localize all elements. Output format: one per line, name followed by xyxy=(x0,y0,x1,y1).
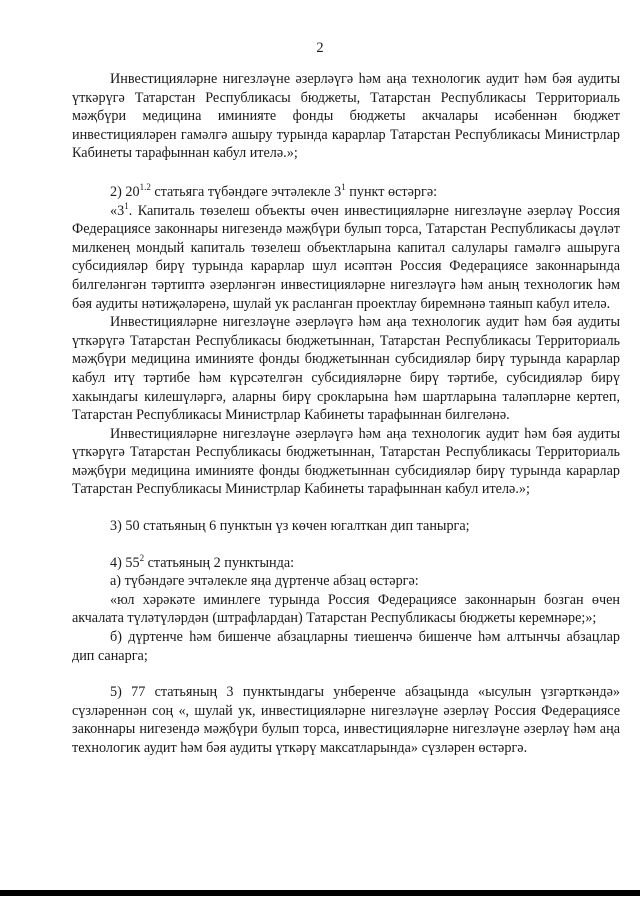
paragraph: Инвестицияләрне нигезләүне әзерләүгә һәм аңа технологик аудит һәм бәя аудиты үткәрүгә Татарстан Республикасы бюджетыннан, Татарстан Республикасы Территориаль мәҗбүри медицина иминияте фонды бюджетыннан субсидияләр бирү турында карарлар Татарстан Республикасы Министрлар Кабинеты тарафыннан кабул ителә.»; xyxy=(72,425,620,498)
superscript: 2 xyxy=(139,552,145,563)
list-item-2 xyxy=(72,183,620,202)
paragraph: Инвестицияләрне нигезләүне әзерләүгә һәм аңа технологик аудит һәм бәя аудиты үткәрүгә Татарстан Республикасы бюджеты, Татарстан Республикасы Территориаль мәҗбүри медицина иминияте фонды бюджеты акчалары исәбеннән бюджет инвестицияләрен гамәлгә ашыру турында карарлар Татарстан Республикасы Министрлар Кабинеты тарафыннан кабул ителә.»; xyxy=(72,71,620,162)
spacer xyxy=(72,536,620,554)
list-item-5: 5) 77 статьяның 3 пунктындагы унберенче абзацында «ысулын үзгәрткәндә» сүзләреннән соң «, шулай ук, инвестицияләрне нигезләүне әзерләү Россия Федерациясе законнары нигезендә мәҗбүри булып торса, инвестицияләрне нигезләүне әзерләү һәм аңа технологик аудит һәм бәя аудиты үткәрү максатларында» сүзләрен өстәргә. xyxy=(72,684,620,756)
text-run: 2) 20 xyxy=(110,183,140,200)
text-run: . Капиталь төзелеш объекты өчен инвестицияләрне нигезләүне әзерләү Россия Федерациясе законнары нигезендә мәҗбүри булып торса, Татарстан Республикасы дәүләт милкенең мондый капиталь төзелеш объектларына капитал салулары гамәлгә ашыруга субсидияләр бирү турында карарлар шул исәптән Россия Федерациясе законнарында билгеләнгән тәртиптә әзерләнгән инвестицияләрне нигезләүгә һәм аның технологик һәм бәя аудиты нәтиҗәләренә, шулай ук расланган проектлау биремнәнә таянып кабул ителә. xyxy=(72,202,620,312)
spacer xyxy=(72,665,620,683)
list-item-4 xyxy=(72,554,620,573)
superscript: 1 xyxy=(341,181,346,192)
sub-item-b: б) дүртенче һәм бишенче абзацларны тиешенчә бишенче һәм алтынчы абзацлар дип санарга; xyxy=(72,629,620,664)
text-run: статьяның 2 пунктында: xyxy=(144,554,295,571)
text-run: статьяга түбәндәге эчтәлекле 3 xyxy=(150,183,342,200)
list-item-3: 3) 50 статьяның 6 пунктын үз көчен югалткан дип танырга; xyxy=(110,518,470,535)
paragraph: Инвестицияләрне нигезләүне әзерләүгә һәм аңа технологик аудит һәм бәя аудиты үткәрүгә Татарстан Республикасы бюджетыннан, Татарстан Республикасы Территориаль мәҗбүри медицина иминияте фонды бюджетыннан субсидияләр бирү турында карарлар кабул итү тәртибе һәм күрсәтелгән субсидияләрне бирү тәртибе, субсидияләр бирү хакындагы килешүләргә, аларны бирү срокларына һәм шартларына таләпләрне кертеп, Татарстан Республикасы Министрлар Кабинеты тарафыннан билгеләнә. xyxy=(72,314,620,424)
spacer xyxy=(72,163,620,183)
document-body xyxy=(72,70,620,758)
text-run: 4) 55 xyxy=(110,554,140,571)
paragraph xyxy=(72,202,620,314)
sub-item-a: а) түбәндәге эчтәлекле яңа дүртенче абзац өстәргә: xyxy=(110,573,419,590)
page-number: 2 xyxy=(316,40,324,56)
superscript: 1 xyxy=(124,200,129,211)
text-run: «3 xyxy=(110,202,125,219)
text-run: пункт өстәргә: xyxy=(345,183,438,200)
superscript: 1.2 xyxy=(139,181,151,192)
spacer xyxy=(72,499,620,517)
scan-bottom-edge xyxy=(0,890,640,896)
paragraph: «юл хәрәкәте иминлеге турында Россия Федерациясе законнарын бозган өчен акчалата түләтүләрдән (штрафлардан) Татарстан Республикасы бюджеты керемнәре;»; xyxy=(72,591,620,627)
